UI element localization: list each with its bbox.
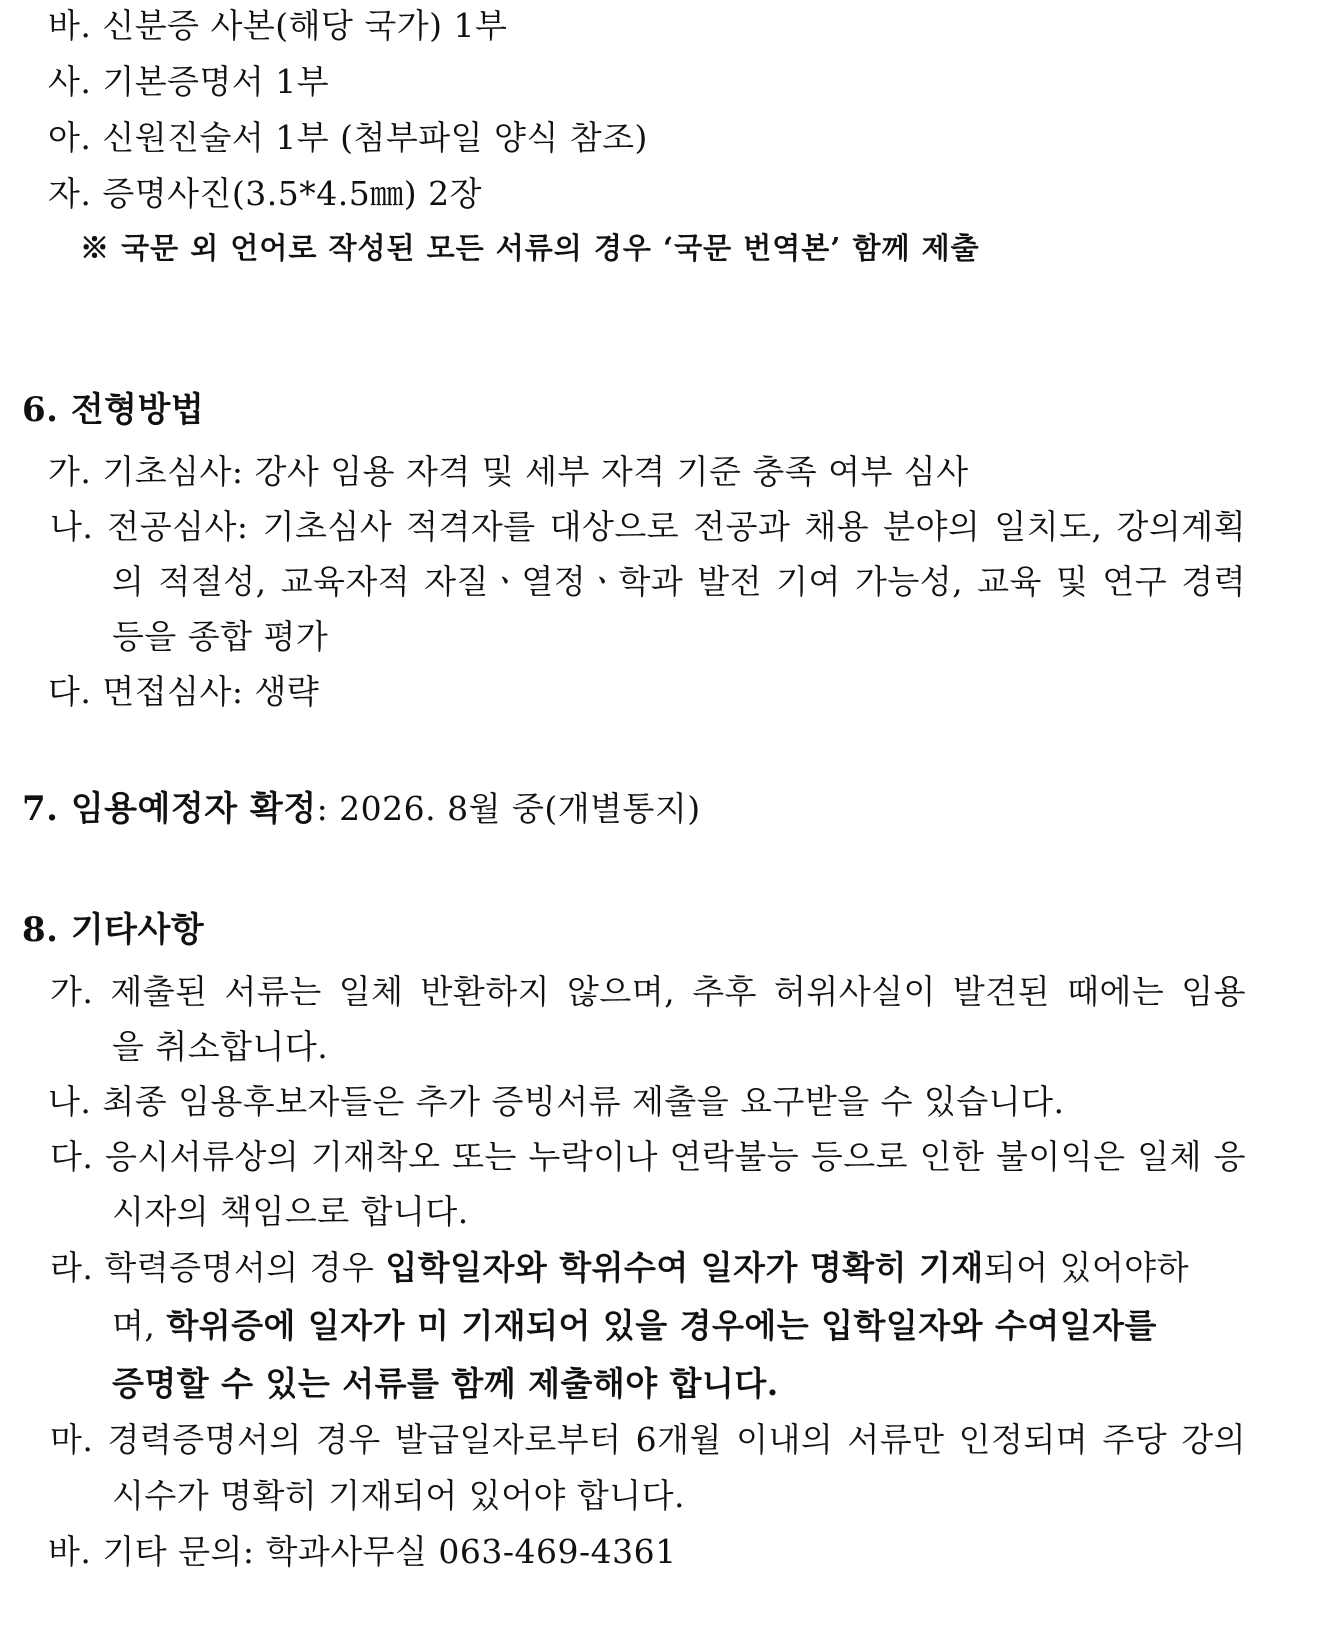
ra-line1-post: 되어 있어야하: [983, 1248, 1190, 1287]
section-6-item-na-line3: 등을 종합 평가: [112, 617, 329, 656]
section-6-item-na-line2: 의 적절성, 교육자적 자질ㆍ열정ㆍ학과 발전 기여 가능성, 교육 및 연구 경력: [112, 562, 1246, 601]
section-8-item-ba-contact: 바. 기타 문의: 학과사무실 063-469-4361: [48, 1532, 677, 1571]
ra-line1-bold: 입학일자와 학위수여 일자가 명확히 기재: [385, 1248, 984, 1287]
section-8-item-ra-line1: [50, 1246, 1189, 1290]
section-8-item-ra-line3: 증명할 수 있는 서류를 함께 제출해야 합니다.: [112, 1364, 779, 1403]
section-8-item-na: 나. 최종 임용후보자들은 추가 증빙서류 제출을 요구받을 수 있습니다.: [48, 1082, 1065, 1121]
doc-item-family-cert: 사. 기본증명서 1부: [48, 62, 330, 101]
section-8-item-ga-line2: 을 취소합니다.: [112, 1027, 329, 1066]
section-8-item-ma-line2: 시수가 명확히 기재되어 있어야 합니다.: [112, 1476, 685, 1515]
ra-line2-pre: 며,: [112, 1306, 167, 1345]
section-7: [22, 787, 701, 831]
doc-item-personal-statement: 아. 신원진술서 1부 (첨부파일 양식 참조): [48, 118, 648, 157]
section-7-date: : 2026. 8월 중(개별통지): [316, 789, 701, 828]
translation-note: ※ 국문 외 언어로 작성된 모든 서류의 경우 ‘국문 번역본’ 함께 제출: [80, 231, 980, 265]
doc-item-photo: 자. 증명사진(3.5*4.5㎜) 2장: [48, 174, 482, 213]
section-8-item-da-line2: 시자의 책임으로 합니다.: [112, 1192, 469, 1231]
section-7-title: 7. 임용예정자 확정: [22, 789, 317, 829]
section-6-item-na-line1: 나. 전공심사: 기초심사 적격자를 대상으로 전공과 채용 분야의 일치도, 강의계획: [50, 507, 1246, 546]
ra-line1-pre: 라. 학력증명서의 경우: [50, 1248, 386, 1287]
section-6-item-ga: 가. 기초심사: 강사 임용 자격 및 세부 자격 기준 충족 여부 심사: [48, 452, 969, 491]
ra-line2-bold: 학위증에 일자가 미 기재되어 있을 경우에는 입학일자와 수여일자를: [166, 1306, 1157, 1345]
section-6-title: 6. 전형방법: [22, 390, 205, 430]
section-8-title: 8. 기타사항: [22, 910, 205, 950]
section-8-item-ga-line1: 가. 제출된 서류는 일체 반환하지 않으며, 추후 허위사실이 발견된 때에는 임용: [50, 972, 1246, 1011]
section-8-item-ma-line1: 마. 경력증명서의 경우 발급일자로부터 6개월 이내의 서류만 인정되며 주당 강의: [50, 1420, 1246, 1459]
section-8-item-da-line1: 다. 응시서류상의 기재착오 또는 누락이나 연락불능 등으로 인한 불이익은 일체 응: [50, 1137, 1246, 1176]
section-8-item-ra-line2: [112, 1304, 1157, 1348]
doc-item-id-copy: 바. 신분증 사본(해당 국가) 1부: [48, 6, 508, 45]
section-6-item-da: 다. 면접심사: 생략: [48, 672, 320, 711]
